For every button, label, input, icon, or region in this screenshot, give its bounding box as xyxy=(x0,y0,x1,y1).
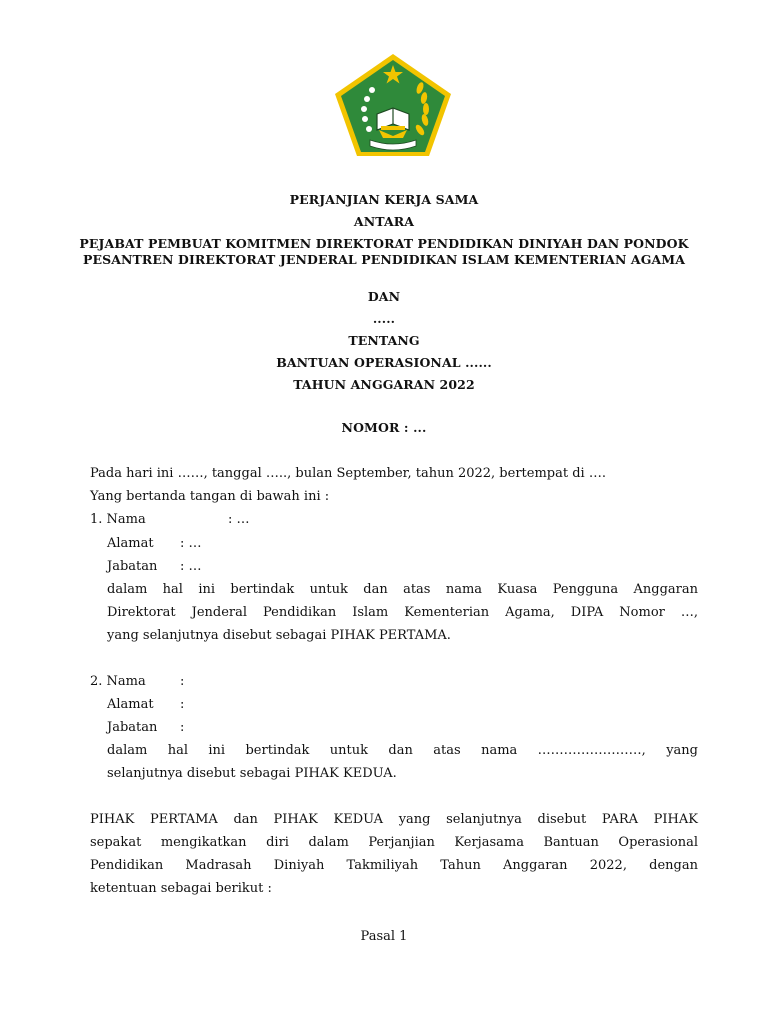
kemenag-logo xyxy=(332,52,454,158)
party1-position-value: : … xyxy=(180,559,202,574)
title-party-two: ..... xyxy=(372,311,396,326)
opening-line-1: Pada hari ini ……, tanggal ….., bulan September, tahun 2022, bertempat di …. xyxy=(90,466,606,481)
title-between: ANTARA xyxy=(353,214,415,229)
agreement-title: PERJANJIAN KERJA SAMA xyxy=(289,192,479,207)
party2-position-value: : xyxy=(180,720,185,735)
party2-address-value: : xyxy=(180,697,185,712)
title-subject: BANTUAN OPERASIONAL ...... xyxy=(276,355,492,370)
title-about: TENTANG xyxy=(348,333,420,348)
article-heading: Pasal 1 xyxy=(360,929,408,944)
closing-line-2: sepakat mengikatkan diri dalam Perjanjian Kerjasama Bantuan Operasional xyxy=(90,835,698,850)
party1-position-label: Jabatan xyxy=(107,559,158,574)
opening-line-2: Yang bertanda tangan di bawah ini : xyxy=(90,489,330,504)
title-number: NOMOR : ... xyxy=(341,420,427,435)
party1-desc-line-3: yang selanjutnya disebut sebagai PIHAK PERTAMA. xyxy=(107,628,451,643)
party1-desc-line-2: Direktorat Jenderal Pendidikan Islam Kementerian Agama, DIPA Nomor …, xyxy=(107,605,698,620)
party1-name-value: : … xyxy=(228,512,250,527)
party1-address-value: : … xyxy=(180,536,202,551)
party2-name-label: 2. Nama xyxy=(90,674,146,689)
party2-desc-line-1: dalam hal ini bertindak untuk dan atas nama ……………………, yang xyxy=(107,743,698,758)
closing-line-1: PIHAK PERTAMA dan PIHAK KEDUA yang selanjutnya disebut PARA PIHAK xyxy=(90,812,698,827)
title-and: DAN xyxy=(367,289,401,304)
closing-line-4: ketentuan sebagai berikut : xyxy=(90,881,272,896)
party2-address-label: Alamat xyxy=(107,697,154,712)
title-fiscal-year: TAHUN ANGGARAN 2022 xyxy=(293,377,475,392)
party1-desc-line-1: dalam hal ini bertindak untuk dan atas nama Kuasa Pengguna Anggaran xyxy=(107,582,698,597)
party2-desc-line-2: selanjutnya disebut sebagai PIHAK KEDUA. xyxy=(107,766,397,781)
closing-line-3: Pendidikan Madrasah Diniyah Takmiliyah Tahun Anggaran 2022, dengan xyxy=(90,858,698,873)
party2-position-label: Jabatan xyxy=(107,720,158,735)
party2-name-value: : xyxy=(180,674,185,689)
party1-name-label: 1. Nama xyxy=(90,512,146,527)
title-party-one: PEJABAT PEMBUAT KOMITMEN DIREKTORAT PENDIDIKAN DINIYAH DAN PONDOK PESANTREN DIREKTORAT JENDERAL PENDIDIKAN ISLAM KEMENTERIAN AGAMA xyxy=(79,236,689,267)
party1-address-label: Alamat xyxy=(107,536,154,551)
